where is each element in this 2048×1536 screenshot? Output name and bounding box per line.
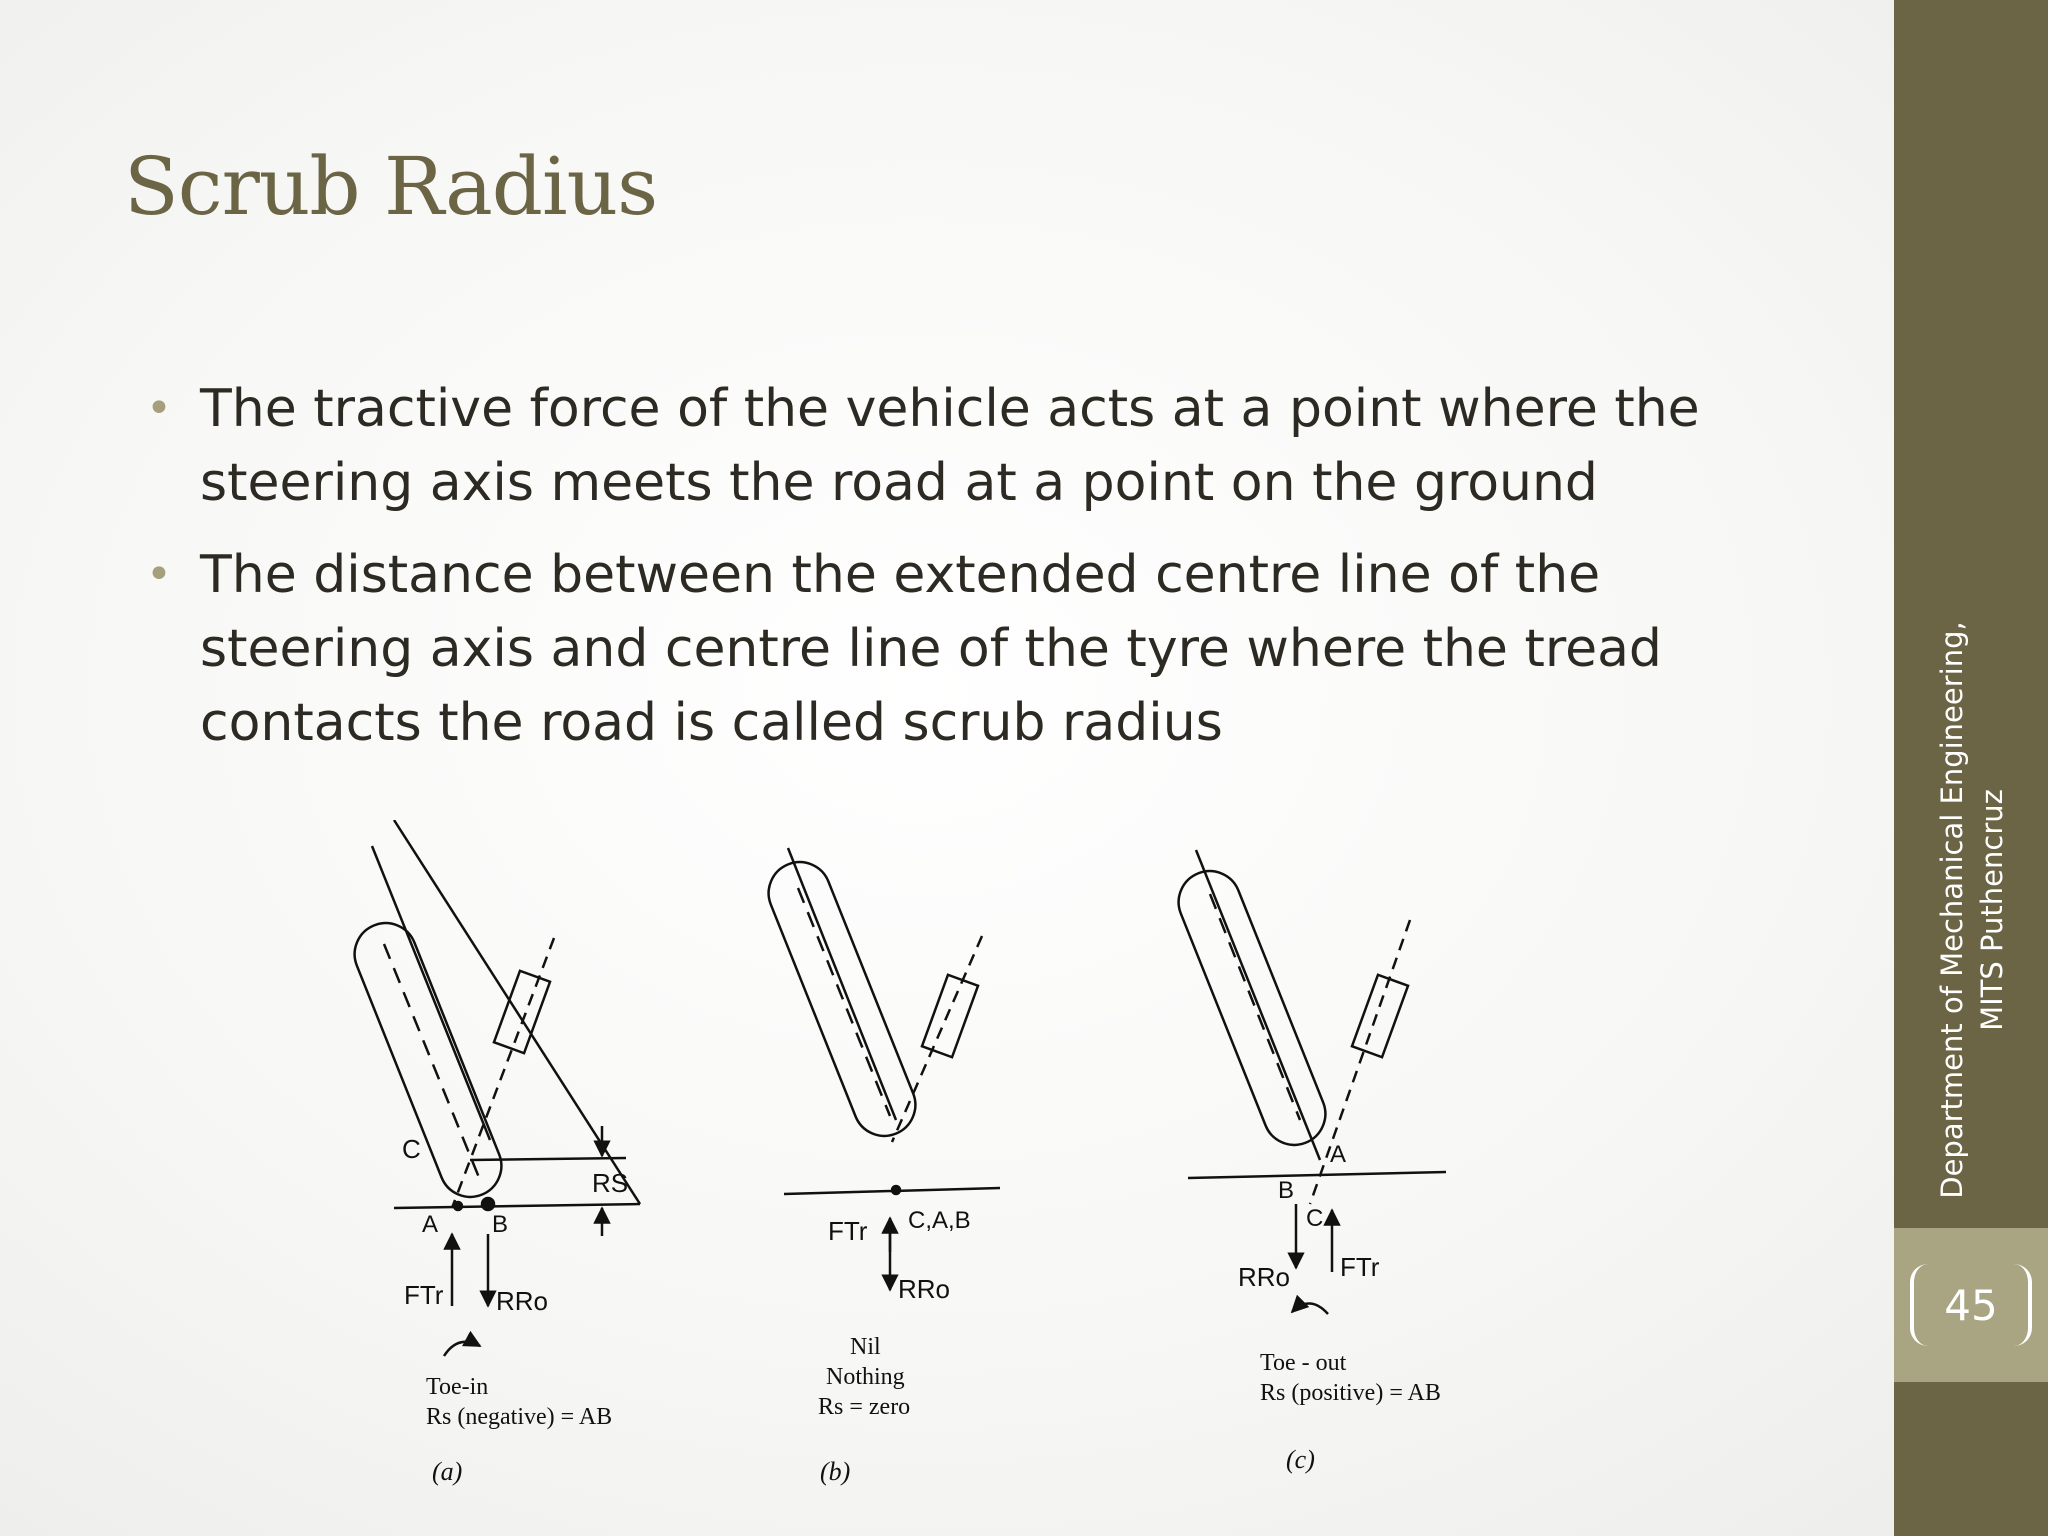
kingpin-axis-line <box>892 936 982 1142</box>
panel-b-labels <box>818 1207 971 1486</box>
label-rs: RS <box>592 1168 629 1198</box>
bullet-dot-icon: • <box>146 383 172 434</box>
label-c: C <box>1306 1205 1324 1232</box>
panel-c <box>1169 850 1446 1314</box>
scrub-radius-diagram <box>340 820 1480 1520</box>
bullet-dot-icon: • <box>146 549 172 600</box>
rotation-arrow-icon <box>1292 1303 1328 1314</box>
caption-b-line2: Nothing <box>826 1364 905 1390</box>
page-number-box <box>1910 1264 2032 1346</box>
panel-a-labels <box>402 1134 628 1486</box>
bullet-text: The distance between the extended centre line of the steering axis and centre line of the tyre where the tread contacts the road is called scrub radius <box>200 545 1662 753</box>
tyre-outline <box>345 914 510 1206</box>
road-line <box>1188 1172 1446 1178</box>
tag-c: (c) <box>1286 1445 1315 1474</box>
panel-c-labels <box>1238 1141 1441 1474</box>
label-c: C <box>402 1134 421 1164</box>
caption-b-line3: Rs = zero <box>818 1394 911 1420</box>
tyre-centre-line <box>384 944 480 1180</box>
caption-a-line2: Rs (negative) = AB <box>426 1404 613 1430</box>
tyre-outline <box>1169 862 1334 1154</box>
kingpin-axis-line <box>1310 920 1410 1204</box>
damper-outline <box>1352 975 1408 1057</box>
rs-upper-line <box>470 1158 626 1160</box>
caption-c-line1: Toe - out <box>1260 1350 1347 1376</box>
rotation-arrow-icon <box>444 1342 480 1356</box>
label-cab: C,A,B <box>908 1207 971 1234</box>
caption-c-line2: Rs (positive) = AB <box>1260 1380 1441 1406</box>
slide-title: Scrub Radius <box>124 140 658 233</box>
label-rro: RRo <box>496 1286 549 1316</box>
tag-b: (b) <box>820 1457 851 1486</box>
label-rro: RRo <box>898 1274 951 1304</box>
page-number: 45 <box>1944 1280 1998 1330</box>
panel-a <box>345 820 640 1356</box>
bullet-item <box>140 538 1800 760</box>
point-b <box>482 1198 494 1210</box>
caption-a-line1: Toe-in <box>426 1374 489 1400</box>
caption-b-line1: Nil <box>850 1334 881 1360</box>
tyre-centre-line <box>1210 894 1300 1120</box>
damper-outline <box>922 975 978 1057</box>
steering-axis-line <box>372 846 490 1140</box>
steering-axis-line <box>1196 850 1320 1160</box>
bullet-text: The tractive force of the vehicle acts at a point where the steering axis meets the road at a point on the ground <box>200 379 1700 513</box>
label-ftr: FTr <box>404 1280 444 1310</box>
label-b: B <box>492 1211 509 1238</box>
point-a <box>454 1202 462 1210</box>
label-a: A <box>422 1211 439 1238</box>
tag-a: (a) <box>432 1457 463 1486</box>
label-ftr: FTr <box>1340 1252 1380 1282</box>
label-rro: RRo <box>1238 1262 1291 1292</box>
label-a: A <box>1330 1141 1347 1168</box>
sidebar-department-text: Department of Mechanical Engineering, MITS Puthencruz <box>1935 621 2009 1199</box>
point-cab <box>892 1186 900 1194</box>
bullet-list <box>140 372 1800 778</box>
bullet-item <box>140 372 1800 520</box>
damper-outline <box>494 971 550 1053</box>
label-b: B <box>1278 1177 1295 1204</box>
label-ftr: FTr <box>828 1216 868 1246</box>
